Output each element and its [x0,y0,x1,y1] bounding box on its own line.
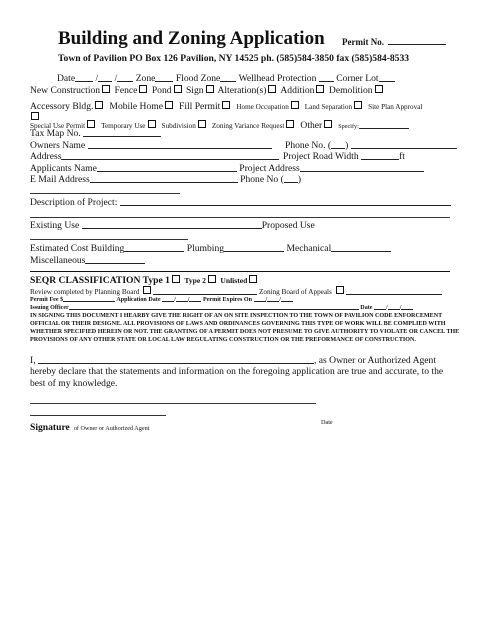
proposed-use-line [30,239,188,240]
issuing-officer-label: Issuing Officer [30,305,69,311]
office-address: Town of Pavilion PO Box 126 Pavilion, NY 14525 ph. (585)584-3850 fax (585)584-8533 [58,53,410,64]
date-day-field[interactable] [98,73,112,82]
permit-type-row-2 [30,96,422,114]
subdivision-checkbox[interactable] [198,120,206,128]
address-label: Address [30,151,62,162]
seqr-unlisted-label: Unlisted [220,276,248,285]
section-divider [30,271,450,272]
road-width-row [283,151,405,162]
fill-permit-checkbox[interactable] [222,101,230,109]
wellhead-field[interactable] [319,73,334,82]
land-separation-checkbox[interactable] [354,101,362,109]
proposed-use-label: Proposed Use [261,220,315,231]
owner-row [30,140,272,151]
zoning-variance-checkbox[interactable] [286,120,294,128]
misc-row [30,255,145,266]
application-date-year[interactable] [189,296,201,302]
tax-map-field[interactable] [83,128,161,137]
cost-building-field[interactable] [124,243,184,252]
owners-name-field[interactable] [88,140,272,149]
fence-label: Fence [114,85,138,96]
accessory-bldg-label: Accessory Bldg. [30,101,94,112]
sign-label: Sign [185,85,204,96]
owners-name-label: Owners Name [30,140,86,151]
specify-label: Specify: [338,123,359,130]
address-field[interactable] [61,151,279,160]
misc-field[interactable] [85,255,145,264]
tax-map-label: Tax Map No. [30,128,81,139]
email-field[interactable] [90,174,238,183]
permit-expires-day[interactable] [267,296,279,302]
pond-label: Pond [151,85,172,96]
applicant-phone-label: Phone No [240,174,279,185]
seqr-type2-label: Type 2 [184,276,206,285]
zoning-variance-label: Zoning Variance Request [211,122,285,130]
zoning-appeals-label: Zoning Board of Appeals [258,288,332,296]
mobile-home-checkbox[interactable] [165,101,173,109]
permit-fee-field[interactable] [63,296,115,302]
demolition-label: Demolition [328,85,373,96]
project-address-field[interactable] [300,163,424,172]
signature-label: Signature [30,422,70,433]
fill-permit-label: Fill Permit [178,101,221,112]
date-label: Date [57,73,76,84]
address-row [30,151,279,162]
land-separation-label: Land Separation [304,103,353,111]
temporary-use-label: Temporary Use [101,122,146,130]
declaration-prefix: I, [30,355,36,366]
permit-no-field[interactable] [388,36,446,45]
permit-type-row-1 [30,85,385,96]
zone-field[interactable] [155,73,173,82]
signature-caption [30,417,149,435]
sign-checkbox[interactable] [206,85,214,93]
cost-building-label: Estimated Cost Building [30,243,125,254]
phone-area-field[interactable] [331,140,345,149]
new-construction-label: New Construction [30,85,101,96]
demolition-checkbox[interactable] [375,85,383,93]
seqr-label: SEQR CLASSIFICATION Type 1 [30,275,170,286]
road-width-field[interactable] [361,151,399,160]
phone-no-field[interactable] [351,140,457,149]
issuing-row: Issuing Officer Date / / [30,304,413,311]
description-line-2 [30,217,450,218]
review-planning-field[interactable] [153,288,257,295]
corner-lot-field[interactable] [379,73,395,82]
zoning-appeals-checkbox[interactable] [336,286,344,294]
project-address-label: Project Address [239,163,300,174]
misc-label: Miscellaneous [30,255,86,266]
alterations-checkbox[interactable] [268,85,276,93]
existing-use-label: Existing Use [30,220,80,231]
special-use-permit-checkbox[interactable] [87,120,95,128]
fee-row: Permit Fee $ Application Date / / Permit Expires On / / [30,296,293,303]
declaration [30,355,460,389]
flood-zone-field[interactable] [220,73,236,82]
road-width-label: Project Road Width [283,151,359,162]
permit-fee-label: Permit Fee $ [30,297,64,303]
use-row [30,220,315,231]
declarant-name-field[interactable] [38,355,314,364]
home-occupation-checkbox[interactable] [291,101,299,109]
cost-row [30,243,391,254]
tax-map-row [30,128,161,139]
email-continuation-line [30,193,180,194]
fence-checkbox[interactable] [139,85,147,93]
applicants-name-field[interactable] [97,163,237,172]
ft-label: ft [399,151,405,162]
page-title: Building and Zoning Application [58,28,325,49]
review-planning-label: Review completed by Planning Board [30,288,140,296]
description-field[interactable] [120,197,451,206]
date-zone-row: Date / / Zone Flood Zone Wellhead Protection Corner Lot [57,73,395,84]
date-month-field[interactable] [75,73,93,82]
mobile-home-label: Mobile Home [109,101,163,112]
description-row [30,197,451,208]
pond-checkbox[interactable] [174,85,182,93]
other-checkbox[interactable] [324,120,332,128]
signature-line-1 [30,403,316,404]
specify-field[interactable] [359,120,409,129]
seqr-unlisted-checkbox[interactable] [249,275,257,283]
temporary-use-checkbox[interactable] [148,120,156,128]
issuing-date-month[interactable] [374,304,386,310]
permit-no-label: Permit No. [342,37,384,47]
special-use-permit-label: Special Use Permit [30,122,86,130]
signature-owner-label: of Owner or Authorized Agent [73,425,150,432]
corner-lot-label: Corner Lot [336,73,379,84]
phone-no-label: Phone No. [285,140,326,151]
zoning-appeals-field[interactable] [346,288,442,295]
mechanical-label: Mechanical [286,243,332,254]
inspection-consent-text: IN SIGNING THIS DOCUMENT I HEARBY GIVE THE RIGHT OF AN ON SITE INSPECTION TO THE TOWN OF PAVILION CODE ENFORCEMENT OFFICIAL OR THEIR DESIGNE. ALL PROVISIONS OF LAWS AND ORDINANCES GOVERNING THIS TYPE OF WORK WILL BE COMPLIED WITH WHETHER SPECIFIED HEREIN OR NOT. THE GRANTING OF A PERMIT DOES NOT PRESUME TO GIVE AUTHORITY TO VIOLATE OR CANCEL THE PROVISIONS OF ANY OTHER STATE OR LOCAL LAW REGULATING CONSTRUCTION OR THE PREFORMANCE OF CONSTRUCTION. [30,313,460,344]
applicants-name-label: Applicants Name [30,163,97,174]
email-label: E Mail Address [30,174,90,185]
wellhead-label: Wellhead Protection [238,73,317,84]
new-construction-checkbox[interactable] [102,85,110,93]
applicant-row [30,163,424,174]
review-row [30,286,442,296]
application-date-month[interactable] [162,296,174,302]
addition-label: Addition [280,85,315,96]
email-row: E Mail Address Phone No ( ) [30,174,302,185]
flood-zone-label: Flood Zone [175,73,221,84]
signature-date-label: Date [321,419,333,426]
zone-label: Zone [135,73,156,84]
alterations-label: Alteration(s) [217,85,267,96]
permit-expires-label: Permit Expires On [203,297,252,303]
plumbing-field[interactable] [224,243,284,252]
other-label: Other [300,120,323,131]
issuing-date-year[interactable] [401,304,413,310]
signature-line-2 [30,415,166,416]
date-year-field[interactable] [117,73,133,82]
accessory-bldg-checkbox[interactable] [95,101,103,109]
issuing-date-label: Date [360,305,373,311]
issuing-date-day[interactable] [388,304,400,310]
permit-expires-year[interactable] [281,296,293,302]
plumbing-label: Plumbing [186,243,225,254]
mechanical-field[interactable] [331,243,391,252]
applicant-phone-area-field[interactable] [284,174,298,183]
application-date-day[interactable] [176,296,188,302]
owner-phone-row: Phone No. ( ) [285,140,457,151]
home-occupation-label: Home Occupation [236,103,289,111]
description-label: Description of Project: [30,197,118,208]
seqr-row [30,275,259,286]
application-date-label: Application Date [116,297,161,303]
permit-expires-month[interactable] [254,296,266,302]
existing-use-field[interactable] [82,220,262,229]
seqr-type2-checkbox[interactable] [208,275,216,283]
seqr-type1-checkbox[interactable] [172,275,180,283]
site-plan-approval-label: Site Plan Approval [368,103,423,111]
review-planning-checkbox[interactable] [143,286,151,294]
addition-checkbox[interactable] [316,85,324,93]
issuing-officer-field[interactable] [69,304,359,310]
declaration-text: , as Owner or Authorized Agent hereby declare that the statements and information on the foregoing application are true and accurate, to the best of my knowledge. [30,355,444,389]
subdivision-label: Subdivision [161,122,196,130]
